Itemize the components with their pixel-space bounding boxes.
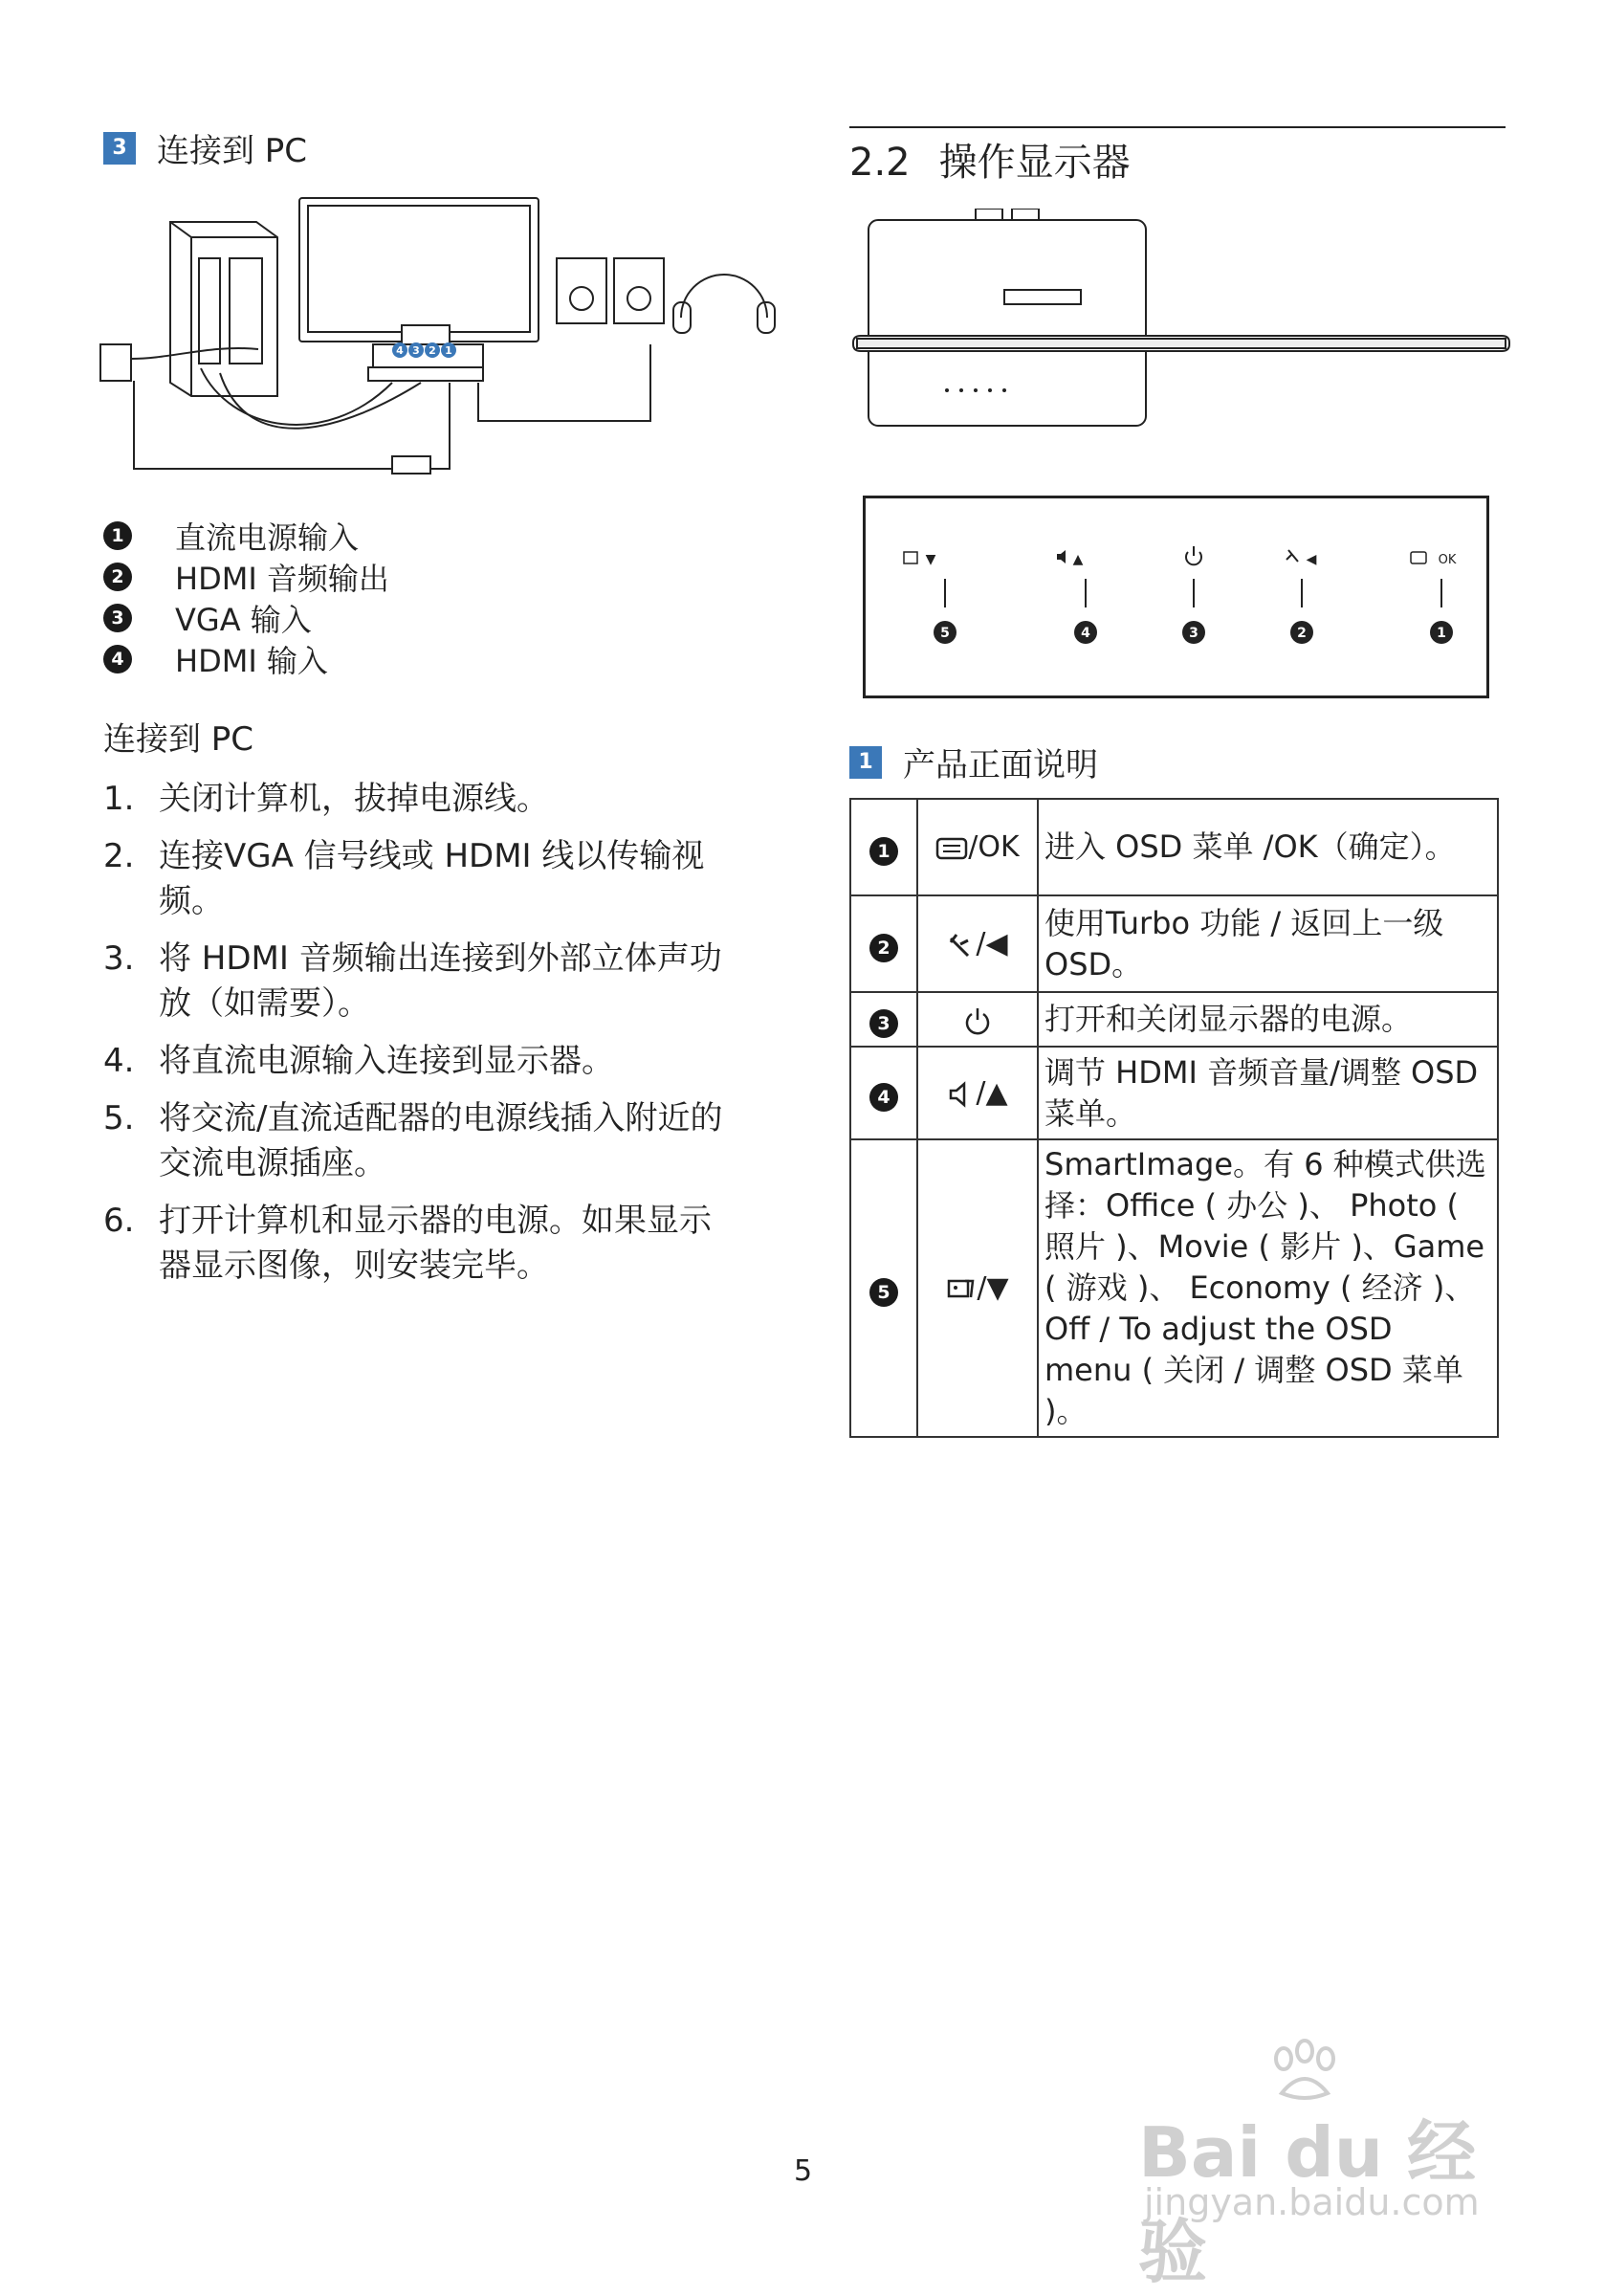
key-label: ▼: [986, 1271, 1009, 1305]
table-row: [850, 1139, 1498, 1437]
step-number: 3.: [103, 939, 135, 978]
control-keys: [866, 498, 1486, 695]
table-cell: /◀: [917, 895, 1038, 992]
step-item: [103, 777, 742, 822]
key-number: 3: [1189, 626, 1198, 641]
section-3-heading: [103, 124, 307, 171]
table-cell: [850, 1047, 917, 1139]
paw-logo-icon: [1263, 2038, 1349, 2105]
step-text: 将 HDMI 音频输出连接到外部立体声功放（如需要）。: [159, 939, 722, 1023]
section-1-heading: [849, 739, 1098, 785]
step-text: 将直流电源输入连接到显示器。: [159, 1042, 614, 1080]
key-label: ▲: [985, 1076, 1008, 1110]
button-description: 使用Turbo 功能 / 返回上一级 OSD。: [1038, 895, 1498, 992]
key-label: ◀: [1306, 552, 1317, 567]
step-number: 1.: [103, 780, 135, 818]
port-number: 2: [103, 563, 132, 591]
port-label: VGA 输入: [175, 601, 312, 638]
smartimage-key[interactable]: [904, 552, 956, 644]
baidu-watermark: [1138, 2038, 1540, 2292]
port-number: 3: [103, 604, 132, 632]
button-table: [849, 798, 1499, 1438]
volume-icon: [947, 1080, 976, 1109]
watermark-brand: Bai du 经验: [1138, 2112, 1477, 2292]
step-text: 打开计算机和显示器的电源。如果显示器显示图像，则安装完毕。: [159, 1202, 712, 1285]
table-row: [850, 799, 1498, 895]
port-label: HDMI 音频输出: [175, 560, 389, 597]
row-number: 4: [869, 1083, 898, 1112]
port-label: 直流电源输入: [175, 519, 360, 556]
key-number: 5: [940, 626, 950, 641]
heading-2-2: [849, 126, 1506, 187]
step-text: 连接VGA 信号线或 HDMI 线以传输视频。: [159, 837, 705, 920]
badge-1: 1: [445, 344, 452, 357]
monitor-top-view-diagram: [851, 209, 1511, 438]
menu-icon: [1411, 552, 1426, 563]
step-number: 4.: [103, 1042, 135, 1080]
badge-2: 2: [429, 344, 436, 357]
port-item: [103, 515, 389, 556]
menu-icon: [935, 836, 968, 861]
step-item: [103, 1199, 742, 1289]
button-description: SmartImage。有 6 种模式供选择：Office ( 办公 )、 Photo ( 照片 )、Movie ( 影片 )、Game ( 游戏 )、 Economy ( 经济 )、 Off / To adjust the OSD menu ( 关闭 / 调整 OSD 菜单 )。: [1038, 1139, 1498, 1437]
table-row: [850, 895, 1498, 992]
step-number: 5.: [103, 1099, 135, 1137]
menu-ok-key[interactable]: [1411, 552, 1457, 644]
row-number: 3: [869, 1009, 898, 1038]
step-number: 2.: [103, 837, 135, 875]
key-number: 4: [1081, 626, 1090, 641]
button-description: 打开和关闭显示器的电源。: [1038, 992, 1498, 1047]
key-number: 2: [1297, 626, 1307, 641]
button-description: 进入 OSD 菜单 /OK（确定）。: [1038, 799, 1498, 895]
row-number: 2: [869, 934, 898, 962]
heading-title: 操作显示器: [938, 141, 1131, 185]
smartimage-icon: [904, 552, 917, 563]
turbo-icon: [947, 931, 976, 960]
smartimage-icon: [946, 1276, 977, 1303]
key-label: ▲: [1072, 552, 1084, 567]
row-number: 5: [869, 1278, 898, 1307]
port-item: [103, 638, 389, 679]
step-text: 关闭计算机，拔掉电源线。: [159, 780, 549, 818]
control-panel: [863, 496, 1489, 698]
step-item: [103, 1039, 742, 1084]
port-number: 1: [103, 521, 132, 550]
table-cell: [850, 992, 917, 1047]
key-label: ◀: [985, 927, 1008, 960]
table-cell: [850, 799, 917, 895]
table-row: [850, 1047, 1498, 1139]
section-number-badge: 3: [103, 132, 136, 165]
step-item: [103, 834, 742, 924]
turbo-key[interactable]: [1286, 550, 1317, 644]
table-cell: [850, 895, 917, 992]
row-number: 1: [869, 837, 898, 866]
port-label: HDMI 输入: [175, 642, 328, 679]
heading-number: 2.2: [849, 141, 911, 185]
watermark-url: jingyan.baidu.com: [1144, 2181, 1480, 2223]
port-item: [103, 556, 389, 597]
table-cell: /▲: [917, 1047, 1038, 1139]
table-cell: [917, 992, 1038, 1047]
pc-connection-diagram: [96, 191, 784, 488]
badge-4: 4: [396, 344, 404, 357]
volume-key[interactable]: [1057, 550, 1097, 644]
key-label: ▼: [925, 552, 936, 567]
key-label: OK: [1438, 553, 1457, 567]
page-number: 5: [794, 2154, 813, 2188]
key-number: 1: [1437, 626, 1446, 641]
button-description: 调节 HDMI 音频音量/调整 OSD 菜单。: [1038, 1047, 1498, 1139]
step-text: 将交流/直流适配器的电源线插入附近的交流电源插座。: [159, 1099, 723, 1182]
steps-list: [103, 777, 742, 1301]
step-number: 6.: [103, 1202, 135, 1240]
table-row: [850, 992, 1498, 1047]
section-number-badge: 1: [849, 746, 882, 779]
badge-3: 3: [412, 344, 420, 357]
power-icon: [962, 1005, 993, 1036]
step-item: [103, 1096, 742, 1186]
table-cell: [850, 1139, 917, 1437]
power-key[interactable]: [1182, 546, 1205, 644]
volume-icon: [1057, 550, 1066, 563]
section-title: 产品正面说明: [903, 746, 1098, 784]
port-number: 4: [103, 645, 132, 673]
table-cell: /▼: [917, 1139, 1038, 1437]
subheading: 连接到 PC: [103, 720, 254, 759]
port-item: [103, 597, 389, 638]
table-cell: [917, 799, 1038, 895]
port-list: [103, 515, 389, 679]
turbo-icon: [1286, 550, 1298, 562]
key-label: /OK: [968, 830, 1020, 864]
section-title: 连接到 PC: [157, 132, 308, 170]
step-item: [103, 937, 742, 1027]
